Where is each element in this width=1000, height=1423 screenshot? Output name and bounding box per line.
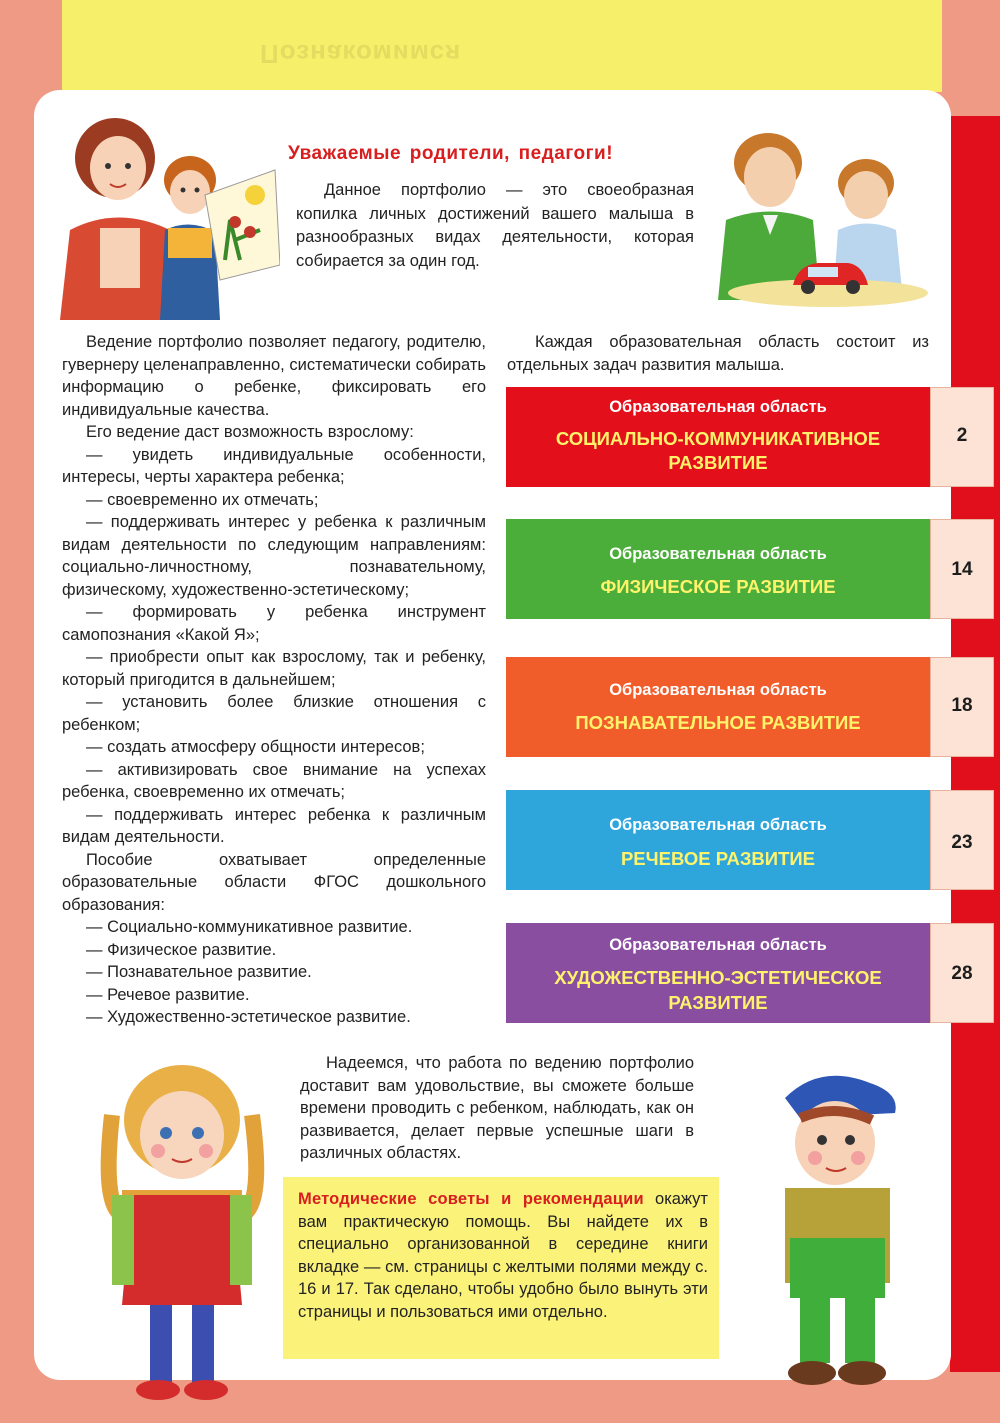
area-label: Образовательная область	[609, 398, 827, 416]
left-text-column	[62, 331, 486, 1029]
list-item: — создать атмосферу общности интересов;	[86, 738, 425, 756]
area-name: РЕЧЕВОЕ РАЗВИТИЕ	[620, 848, 816, 869]
page-number: 18	[951, 695, 973, 716]
area-name: ПОЗНАВАТЕЛЬНОЕ РАЗВИТИЕ	[575, 712, 861, 733]
mother-child-illustration	[40, 110, 280, 320]
paragraph: Его ведение даст возможность взрослому:	[86, 423, 414, 441]
list-item: — своевременно их отмечать;	[86, 490, 319, 509]
area-name: ФИЗИЧЕСКОЕ РАЗВИТИЕ	[600, 576, 836, 597]
page-number: 23	[951, 832, 973, 853]
closing-paragraph: Надеемся, что работа по ведению портфолио доставит вам удовольствие, вы сможете больше времени проводить с ребенком, наблюдать, как он развивается, делает первые успешные шаги в различных областях.	[300, 1054, 694, 1162]
list-item: — Социально-коммуникативное развитие.	[86, 918, 413, 936]
area-name: ХУДОЖЕСТВЕННО-ЭСТЕТИЧЕСКОЕ	[554, 967, 882, 988]
list-item: — Физическое развитие.	[86, 940, 277, 959]
area-name: РАЗВИТИЕ	[668, 452, 768, 473]
area-cognitive[interactable]	[506, 657, 994, 757]
page-headline: Уважаемые родители, педагоги!	[288, 143, 614, 164]
paragraph: Ведение портфолио позволяет педагогу, родителю, гувернеру целенаправленно, систематически собирать информацию о ребенке, фиксировать его индивидуальные качества.	[62, 333, 487, 419]
top-yellow-band	[62, 0, 942, 92]
tips-text	[298, 1188, 708, 1323]
list-item: — Познавательное развитие.	[86, 963, 312, 981]
page-number: 2	[956, 425, 968, 446]
area-bar	[506, 790, 930, 890]
tips-heading: Методические советы и рекомендации	[298, 1190, 644, 1208]
list-item: — поддерживать интерес ребенка к различным видам деятельности.	[62, 805, 486, 846]
right-column-intro: Каждая образовательная область состоит из отдельных задач развития малыша.	[507, 333, 929, 374]
intro-paragraph: Данное портфолио — это своеобразная копилка личных достижений вашего малыша в разнообразных видах деятельности, которая собирается за один год.	[296, 181, 694, 270]
page-number: 14	[951, 559, 973, 580]
list-item: — формировать у ребенка инструмент самопознания «Какой Я»;	[62, 603, 486, 644]
area-name: СОЦИАЛЬНО-КОММУНИКАТИВНОЕ	[555, 428, 881, 449]
page-number: 28	[951, 963, 973, 984]
boy-illustration	[760, 1058, 920, 1403]
girl-illustration	[92, 1055, 272, 1405]
list-item: — установить более близкие отношения с ребенком;	[62, 693, 486, 734]
area-label: Образовательная область	[609, 545, 827, 563]
paragraph: Пособие охватывает определенные образовательные области ФГОС дошкольного образования:	[62, 850, 486, 914]
list-item: — увидеть индивидуальные особенности, интересы, черты характера ребенка;	[62, 445, 486, 486]
area-speech[interactable]	[506, 790, 994, 890]
list-item: — Речевое развитие.	[86, 985, 250, 1004]
list-item: — приобрести опыт как взрослому, так и ребенку, который пригодится в дальнейшем;	[62, 648, 486, 689]
area-social[interactable]	[506, 387, 994, 487]
area-physical[interactable]	[506, 519, 994, 619]
ghost-page-title: Познакомимся	[260, 39, 462, 69]
area-label: Образовательная область	[609, 816, 827, 834]
area-label: Образовательная область	[609, 681, 827, 699]
list-item: — поддерживать интерес у ребенка к различным видам деятельности по следующим направлениям: социально-личностному, познавательному, физическому, художественно-эстетическому;	[62, 513, 486, 599]
area-artistic[interactable]	[506, 923, 994, 1023]
tips-body: окажут вам практическую помощь. Вы найдете их в специально организованной в середине книги вкладке — см. страницы с желтыми полями между с. 16 и 17. Так сделано, чтобы удобно было вынуть эти страницы и пользоваться ими отдельно.	[298, 1190, 708, 1321]
area-name: РАЗВИТИЕ	[668, 992, 768, 1013]
father-son-illustration	[708, 125, 933, 310]
area-bar	[506, 657, 930, 757]
area-bar	[506, 519, 930, 619]
list-item: — Художественно-эстетическое развитие.	[86, 1008, 411, 1026]
area-label: Образовательная область	[609, 936, 827, 954]
list-item: — активизировать свое внимание на успехах ребенка, своевременно их отмечать;	[62, 760, 486, 801]
